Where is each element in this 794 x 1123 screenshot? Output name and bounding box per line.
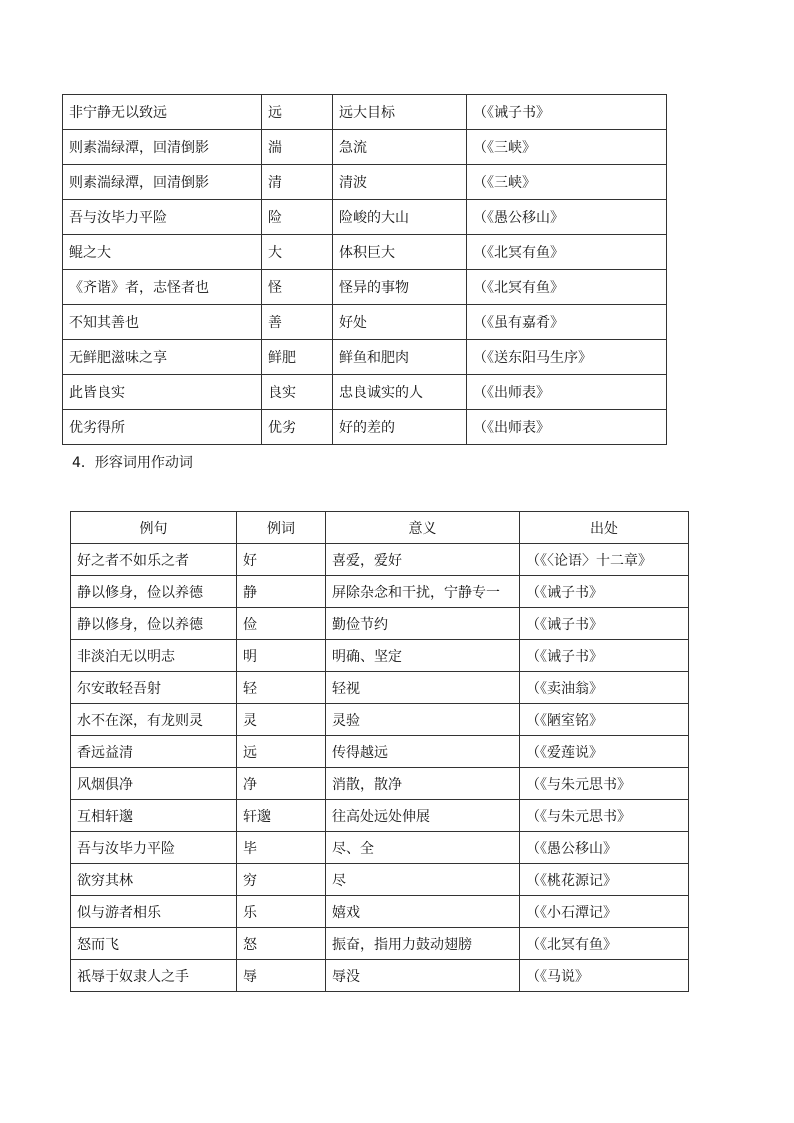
cell-example-word: 怒 [237, 928, 326, 960]
cell-meaning: 远大目标 [333, 95, 467, 130]
cell-example-sentence: 《齐谐》者，志怪者也 [63, 270, 262, 305]
cell-meaning: 嬉戏 [326, 896, 520, 928]
cell-meaning: 消散，散净 [326, 768, 520, 800]
cell-example-sentence: 尔安敢轻吾射 [71, 672, 237, 704]
cell-source: （《三峡》 [467, 165, 667, 200]
cell-example-word: 优劣 [262, 410, 333, 445]
cell-source: （《马说》 [520, 960, 689, 992]
table-row [71, 544, 689, 576]
table-row [71, 736, 689, 768]
cell-source: （《与朱元思书》 [520, 768, 689, 800]
table-adjective-as-noun [62, 94, 667, 445]
table-row [63, 130, 667, 165]
cell-example-sentence: 则素湍绿潭，回清倒影 [63, 130, 262, 165]
cell-source: （《卖油翁》 [520, 672, 689, 704]
cell-example-sentence: 祇辱于奴隶人之手 [71, 960, 237, 992]
cell-source: （《虽有嘉肴》 [467, 305, 667, 340]
cell-example-sentence: 似与游者相乐 [71, 896, 237, 928]
cell-source: （《陋室铭》 [520, 704, 689, 736]
table-row [63, 410, 667, 445]
table-row [63, 165, 667, 200]
cell-example-word: 俭 [237, 608, 326, 640]
cell-example-word: 鲜肥 [262, 340, 333, 375]
table-row [71, 704, 689, 736]
cell-example-word: 怪 [262, 270, 333, 305]
cell-source: （《北冥有鱼》 [467, 235, 667, 270]
cell-example-sentence: 静以修身，俭以养德 [71, 608, 237, 640]
cell-meaning: 好的差的 [333, 410, 467, 445]
cell-meaning: 勤俭节约 [326, 608, 520, 640]
cell-source: （《三峡》 [467, 130, 667, 165]
cell-example-sentence: 好之者不如乐之者 [71, 544, 237, 576]
table-row [63, 305, 667, 340]
table-body [63, 95, 667, 445]
cell-source: （《〈论语〉十二章》 [520, 544, 689, 576]
cell-meaning: 屏除杂念和干扰，宁静专一 [326, 576, 520, 608]
cell-example-word: 乐 [237, 896, 326, 928]
table-row [71, 832, 689, 864]
cell-source: （《诫子书》 [520, 576, 689, 608]
table-row [63, 375, 667, 410]
cell-example-sentence: 此皆良实 [63, 375, 262, 410]
cell-example-sentence: 互相轩邈 [71, 800, 237, 832]
cell-meaning: 明确、坚定 [326, 640, 520, 672]
cell-source: （《愚公移山》 [520, 832, 689, 864]
cell-example-word: 良实 [262, 375, 333, 410]
cell-example-word: 远 [262, 95, 333, 130]
cell-source: （《北冥有鱼》 [467, 270, 667, 305]
cell-example-word: 大 [262, 235, 333, 270]
header-row [71, 512, 689, 544]
cell-example-sentence: 非宁静无以致远 [63, 95, 262, 130]
cell-source: （《送东阳马生序》 [467, 340, 667, 375]
cell-meaning: 清波 [333, 165, 467, 200]
cell-example-sentence: 非淡泊无以明志 [71, 640, 237, 672]
cell-example-word: 轩邈 [237, 800, 326, 832]
cell-source: （《诫子书》 [520, 608, 689, 640]
cell-source: （《出师表》 [467, 410, 667, 445]
cell-meaning: 轻视 [326, 672, 520, 704]
cell-example-word: 穷 [237, 864, 326, 896]
cell-example-word: 毕 [237, 832, 326, 864]
cell-example-word: 好 [237, 544, 326, 576]
cell-source: （《桃花源记》 [520, 864, 689, 896]
cell-example-sentence: 欲穷其林 [71, 864, 237, 896]
cell-example-sentence: 吾与汝毕力平险 [63, 200, 262, 235]
table-row [71, 640, 689, 672]
table-row [71, 768, 689, 800]
cell-example-sentence: 优劣得所 [63, 410, 262, 445]
table-row [71, 608, 689, 640]
cell-example-sentence: 静以修身，俭以养德 [71, 576, 237, 608]
cell-example-sentence: 吾与汝毕力平险 [71, 832, 237, 864]
cell-meaning: 传得越远 [326, 736, 520, 768]
header-cell-source: 出处 [520, 512, 689, 544]
cell-example-sentence: 怒而飞 [71, 928, 237, 960]
table-row [71, 864, 689, 896]
table-row [63, 200, 667, 235]
table-row [71, 800, 689, 832]
cell-example-word: 清 [262, 165, 333, 200]
cell-meaning: 尽 [326, 864, 520, 896]
cell-example-sentence: 则素湍绿潭，回清倒影 [63, 165, 262, 200]
cell-source: （《出师表》 [467, 375, 667, 410]
cell-meaning: 辱没 [326, 960, 520, 992]
table-row [63, 340, 667, 375]
cell-meaning: 灵验 [326, 704, 520, 736]
cell-example-word: 险 [262, 200, 333, 235]
cell-example-word: 明 [237, 640, 326, 672]
cell-source: （《愚公移山》 [467, 200, 667, 235]
cell-meaning: 险峻的大山 [333, 200, 467, 235]
cell-meaning: 振奋，指用力鼓动翅膀 [326, 928, 520, 960]
cell-example-word: 远 [237, 736, 326, 768]
table-header [71, 512, 689, 544]
cell-meaning: 尽、全 [326, 832, 520, 864]
table-row [71, 576, 689, 608]
table-body [71, 544, 689, 992]
cell-meaning: 体积巨大 [333, 235, 467, 270]
section-heading: 4．形容词用作动词 [72, 455, 193, 471]
cell-meaning: 怪异的事物 [333, 270, 467, 305]
cell-source: （《诫子书》 [467, 95, 667, 130]
cell-example-word: 静 [237, 576, 326, 608]
table-row [63, 95, 667, 130]
cell-example-sentence: 水不在深，有龙则灵 [71, 704, 237, 736]
cell-example-word: 净 [237, 768, 326, 800]
table-row [71, 672, 689, 704]
cell-meaning: 往高处远处伸展 [326, 800, 520, 832]
cell-source: （《爱莲说》 [520, 736, 689, 768]
cell-meaning: 忠良诚实的人 [333, 375, 467, 410]
cell-meaning: 鲜鱼和肥肉 [333, 340, 467, 375]
table-adjective-as-verb [70, 511, 689, 992]
cell-example-word: 湍 [262, 130, 333, 165]
cell-example-word: 善 [262, 305, 333, 340]
table-row [71, 896, 689, 928]
cell-example-word: 轻 [237, 672, 326, 704]
cell-meaning: 好处 [333, 305, 467, 340]
header-cell-meaning: 意义 [326, 512, 520, 544]
cell-example-sentence: 无鲜肥滋味之享 [63, 340, 262, 375]
cell-example-word: 灵 [237, 704, 326, 736]
table-row [63, 270, 667, 305]
cell-source: （《诫子书》 [520, 640, 689, 672]
cell-source: （《北冥有鱼》 [520, 928, 689, 960]
cell-example-sentence: 香远益清 [71, 736, 237, 768]
cell-example-word: 辱 [237, 960, 326, 992]
header-cell-example-word: 例词 [237, 512, 326, 544]
cell-example-sentence: 鲲之大 [63, 235, 262, 270]
cell-source: （《小石潭记》 [520, 896, 689, 928]
header-cell-example-sentence: 例句 [71, 512, 237, 544]
cell-source: （《与朱元思书》 [520, 800, 689, 832]
table-row [63, 235, 667, 270]
table-row [71, 960, 689, 992]
cell-meaning: 急流 [333, 130, 467, 165]
table-row [71, 928, 689, 960]
cell-meaning: 喜爱，爱好 [326, 544, 520, 576]
cell-example-sentence: 风烟俱净 [71, 768, 237, 800]
cell-example-sentence: 不知其善也 [63, 305, 262, 340]
